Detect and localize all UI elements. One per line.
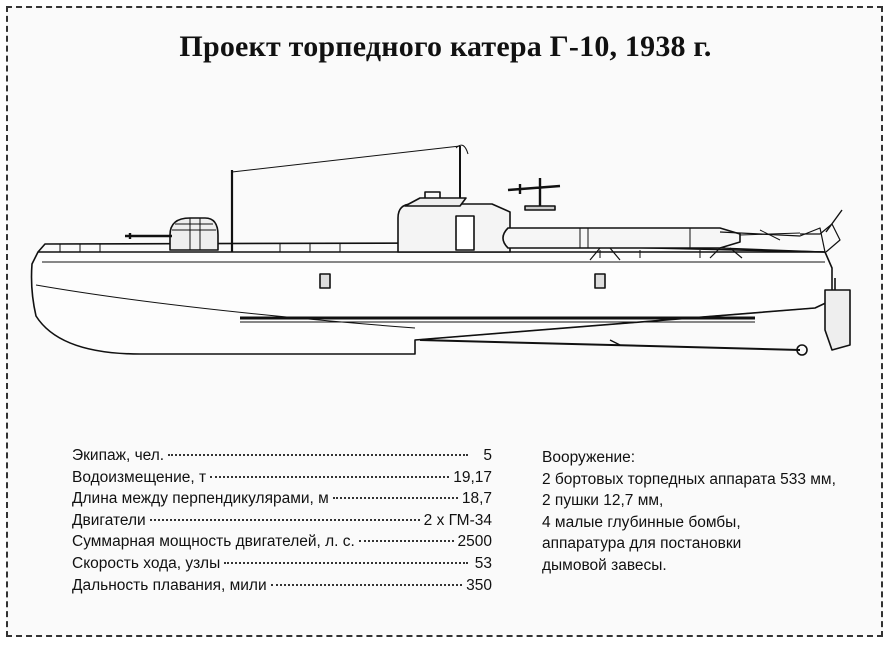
- spec-label: Длина между перпендикулярами, м: [72, 490, 329, 508]
- spec-label: Суммарная мощность двигателей, л. с.: [72, 533, 355, 551]
- spec-row-power: [72, 533, 492, 555]
- spec-label: Водоизмещение, т: [72, 468, 207, 486]
- spec-row-engines: [72, 512, 492, 534]
- boat-profile-drawing: [20, 140, 860, 380]
- spec-value: 5: [483, 447, 492, 464]
- aft-machine-gun: [508, 178, 560, 206]
- armament-list: [542, 447, 872, 577]
- antenna-wire: [232, 146, 460, 172]
- wheelhouse: [398, 204, 510, 252]
- wheelhouse-window: [456, 216, 474, 250]
- forward-gun-barrel: [125, 233, 172, 239]
- armament-item: 4 малые глубинные бомбы,: [542, 513, 741, 531]
- rudder: [825, 290, 850, 350]
- spec-value: 2 х ГМ-34: [423, 511, 492, 529]
- spec-label: Экипаж, чел.: [72, 447, 165, 464]
- spec-label: Двигатели: [72, 511, 146, 529]
- spec-value: 2500: [457, 533, 492, 551]
- torpedo-tube: [503, 228, 740, 248]
- spec-value: 350: [466, 576, 492, 594]
- dot-leader: [168, 454, 468, 456]
- armament-heading: Вооружение:: [542, 449, 636, 466]
- dot-leader: [224, 562, 468, 564]
- dot-leader: [359, 540, 454, 542]
- spec-value: 53: [474, 554, 492, 572]
- armament-item: дымовой завесы.: [542, 556, 667, 574]
- spec-row-range: [72, 577, 492, 599]
- spec-label: Дальность плавания, мили: [72, 576, 267, 594]
- armament-item: аппаратура для постановки: [542, 535, 742, 553]
- specifications-table: [72, 447, 492, 598]
- spec-value: 19,17: [453, 468, 492, 486]
- spec-row-displacement: [72, 469, 492, 491]
- propeller-shaft: [420, 340, 800, 350]
- dot-leader: [333, 497, 458, 499]
- dot-leader: [271, 584, 462, 586]
- dot-leader: [210, 476, 449, 478]
- spec-label: Скорость хода, узлы: [72, 554, 221, 572]
- porthole: [320, 274, 330, 288]
- spec-row-length: [72, 490, 492, 512]
- spec-value: 18,7: [461, 490, 492, 508]
- page-title: Проект торпедного катера Г-10, 1938 г.: [179, 30, 712, 63]
- armament-item: 2 бортовых торпедных аппарата 533 мм,: [542, 470, 836, 488]
- spec-row-speed: [72, 555, 492, 577]
- porthole: [595, 274, 605, 288]
- spec-row-crew: [72, 447, 492, 469]
- dot-leader: [150, 519, 420, 521]
- armament-item: 2 пушки 12,7 мм,: [542, 492, 664, 510]
- forward-gun-mount: [170, 218, 218, 250]
